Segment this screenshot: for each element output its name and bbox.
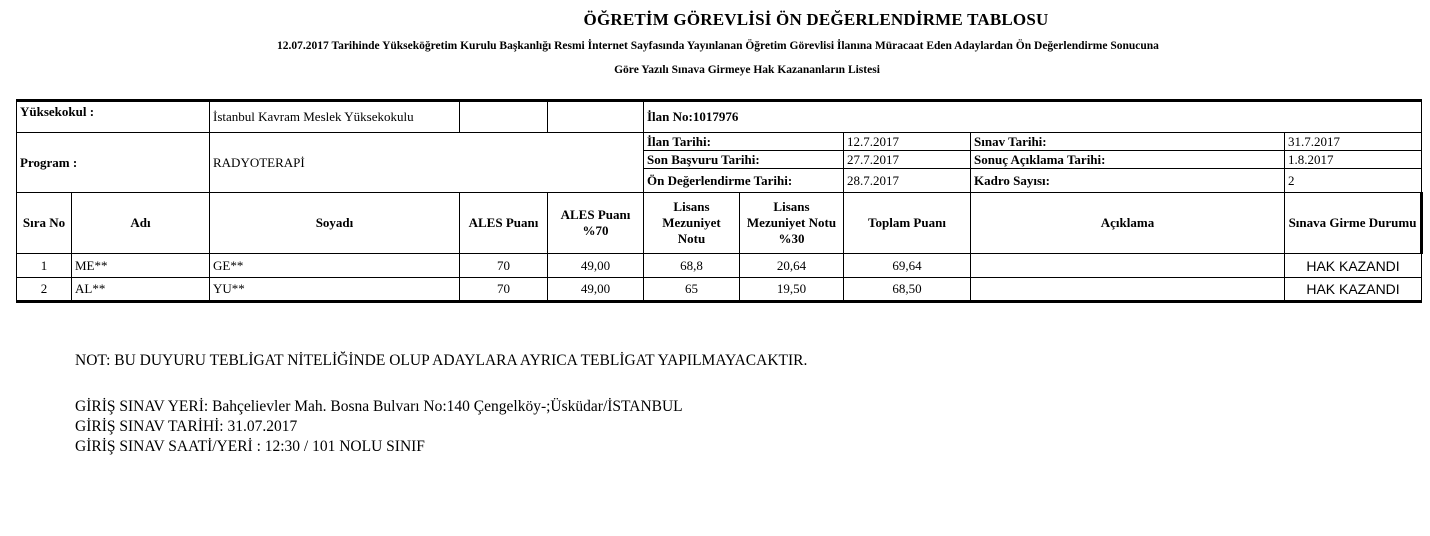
cell-sira: 1 bbox=[17, 254, 72, 278]
col-header-sira: Sıra No bbox=[17, 193, 72, 254]
cell-aciklama bbox=[971, 254, 1285, 278]
kadro-value: 2 bbox=[1285, 169, 1422, 193]
col-header-durum: Sınava Girme Durumu bbox=[1285, 193, 1422, 254]
on-degerlendirme-label: Ön Değerlendirme Tarihi: bbox=[644, 169, 844, 193]
son-basvuru-value: 27.7.2017 bbox=[844, 151, 971, 169]
cell-ales70: 49,00 bbox=[548, 254, 644, 278]
program-value: RADYOTERAPİ bbox=[210, 133, 644, 193]
cell-lisans: 68,8 bbox=[644, 254, 740, 278]
note-tebligat: NOT: BU DUYURU TEBLİGAT NİTELİĞİNDE OLUP ADAYLARA AYRICA TEBLİGAT YAPILMAYACAKTIR. bbox=[75, 352, 808, 369]
cell-durum: HAK KAZANDI bbox=[1285, 254, 1422, 278]
cell-aciklama bbox=[971, 278, 1285, 302]
document-subtitle-line2: Göre Yazılı Sınava Girmeye Hak Kazananların Listesi bbox=[614, 64, 880, 76]
table-row bbox=[17, 278, 1422, 302]
note-sinav-saati: GİRİŞ SINAV SAATİ/YERİ : 12:30 / 101 NOLU SINIF bbox=[75, 438, 425, 455]
col-header-ales: ALES Puanı bbox=[460, 193, 548, 254]
cell-adi: ME** bbox=[72, 254, 210, 278]
cell-adi: AL** bbox=[72, 278, 210, 302]
program-label: Program : bbox=[17, 133, 210, 193]
cell-lisans: 65 bbox=[644, 278, 740, 302]
cell-sira: 2 bbox=[17, 278, 72, 302]
cell-soyadi: YU** bbox=[210, 278, 460, 302]
table-row bbox=[17, 254, 1422, 278]
col-header-ales70: ALES Puanı %70 bbox=[548, 193, 644, 254]
cell-ales70: 49,00 bbox=[548, 278, 644, 302]
col-header-aciklama: Açıklama bbox=[971, 193, 1285, 254]
col-header-adi: Adı bbox=[72, 193, 210, 254]
on-degerlendirme-value: 28.7.2017 bbox=[844, 169, 971, 193]
kadro-label: Kadro Sayısı: bbox=[971, 169, 1285, 193]
son-basvuru-label: Son Başvuru Tarihi: bbox=[644, 151, 844, 169]
col-header-lisans30: Lisans Mezuniyet Notu %30 bbox=[740, 193, 844, 254]
sinav-tarihi-label: Sınav Tarihi: bbox=[971, 133, 1285, 151]
cell-toplam: 68,50 bbox=[844, 278, 971, 302]
cell-lisans30: 19,50 bbox=[740, 278, 844, 302]
note-sinav-tarihi: GİRİŞ SINAV TARİHİ: 31.07.2017 bbox=[75, 418, 298, 435]
note-sinav-yeri: GİRİŞ SINAV YERİ: Bahçelievler Mah. Bosna Bulvarı No:140 Çengelköy-;Üsküdar/İSTANBUL bbox=[75, 398, 683, 415]
empty-cell bbox=[460, 101, 548, 133]
ilan-tarihi-label: İlan Tarihi: bbox=[644, 133, 844, 151]
sonuc-aciklama-label: Sonuç Açıklama Tarihi: bbox=[971, 151, 1285, 169]
cell-soyadi: GE** bbox=[210, 254, 460, 278]
col-header-toplam: Toplam Puanı bbox=[844, 193, 971, 254]
evaluation-table bbox=[16, 99, 1423, 303]
sonuc-aciklama-value: 1.8.2017 bbox=[1285, 151, 1422, 169]
ilan-tarihi-value: 12.7.2017 bbox=[844, 133, 971, 151]
col-header-lisans: Lisans Mezuniyet Notu bbox=[644, 193, 740, 254]
yuksekokul-value: İstanbul Kavram Meslek Yüksekokulu bbox=[210, 101, 460, 133]
ilan-no: İlan No:1017976 bbox=[644, 101, 1422, 133]
table-header-row bbox=[17, 193, 1422, 254]
yuksekokul-label: Yüksekokul : bbox=[17, 101, 210, 133]
info-row-yuksekokul bbox=[17, 101, 1422, 133]
col-header-soyadi: Soyadı bbox=[210, 193, 460, 254]
cell-ales: 70 bbox=[460, 278, 548, 302]
cell-ales: 70 bbox=[460, 254, 548, 278]
sinav-tarihi-value: 31.7.2017 bbox=[1285, 133, 1422, 151]
info-row-ilan-tarihi bbox=[17, 133, 1422, 151]
cell-toplam: 69,64 bbox=[844, 254, 971, 278]
cell-lisans30: 20,64 bbox=[740, 254, 844, 278]
empty-cell bbox=[548, 101, 644, 133]
cell-durum: HAK KAZANDI bbox=[1285, 278, 1422, 302]
document-title: ÖĞRETİM GÖREVLİSİ ÖN DEĞERLENDİRME TABLOSU bbox=[583, 10, 1049, 29]
document-subtitle-line1: 12.07.2017 Tarihinde Yükseköğretim Kurulu Başkanlığı Resmi İnternet Sayfasında Yayınlanan Öğretim Görevlisi İlanına Müracaat Eden Adaylardan Ön Değerlendirme Sonucuna bbox=[277, 40, 1159, 52]
